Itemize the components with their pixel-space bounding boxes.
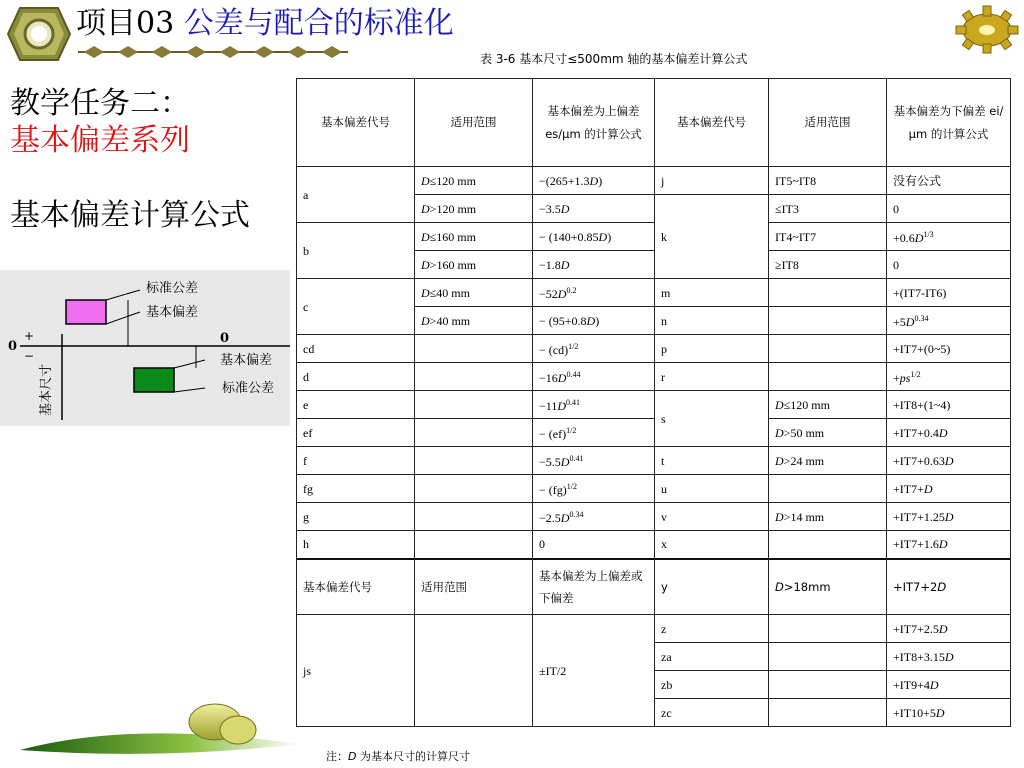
cell-range — [769, 615, 887, 643]
subheader-formula: 基本偏差为上偏差或下偏差 — [533, 559, 655, 615]
label-plus: + — [24, 329, 35, 343]
cell-formula: − (ef)$^{1/2}$ — [533, 419, 655, 447]
cell-range: IT4~IT7 — [769, 223, 887, 251]
cell-range — [769, 307, 887, 335]
cell-formula: $-16D^{0.44}$ — [533, 363, 655, 391]
header-range: 适用范围 — [415, 79, 533, 167]
cell-formula: 0 — [533, 531, 655, 559]
formula-table-wrap — [296, 78, 1010, 727]
cell-code: a — [297, 167, 415, 223]
cell-formula: +IT7+(0~5) — [887, 335, 1011, 363]
cell-range — [769, 279, 887, 307]
subheader-code: 基本偏差代号 — [297, 559, 415, 615]
formula-heading: 基本偏差计算公式 — [10, 198, 250, 233]
cell-range — [769, 363, 887, 391]
decorative-divider — [78, 44, 348, 60]
cell-code: za — [655, 643, 769, 671]
cell-formula: +IT8+3.15D — [887, 643, 1011, 671]
cell-range: ≤IT3 — [769, 195, 887, 223]
cell-formula: +IT8+(1~4) — [887, 391, 1011, 419]
cell-code: fg — [297, 475, 415, 503]
formula-table — [296, 78, 1011, 727]
cell-range: D>14 mm — [769, 503, 887, 531]
label-basic-size: 基本尺寸 — [39, 363, 54, 416]
project-label: 项目03 — [76, 6, 175, 41]
cell-code: c — [297, 279, 415, 335]
cell-range: IT5~IT8 — [769, 167, 887, 195]
header-range: 适用范围 — [769, 79, 887, 167]
cell-code: js — [297, 615, 415, 727]
cell-formula: +IT7+2.5D — [887, 615, 1011, 643]
cell-range: D>40 mm — [415, 307, 533, 335]
leaf-decoration — [10, 700, 300, 768]
task-label: 教学任务二： — [10, 86, 190, 121]
cell-formula: 0 — [887, 251, 1011, 279]
cell-formula: ±IT/2 — [533, 615, 655, 727]
cell-code: zb — [655, 671, 769, 699]
cell-formula: +IT7+D — [887, 475, 1011, 503]
cell-formula: $-52D^{0.2}$ — [533, 279, 655, 307]
table-row — [297, 419, 1011, 447]
cell-formula: +IT7+1.6D — [887, 531, 1011, 559]
cell-code: ef — [297, 419, 415, 447]
cell-range: D>160 mm — [415, 251, 533, 279]
cell-code: d — [297, 363, 415, 391]
table-row — [297, 531, 1011, 559]
cell-range: D>18mm — [769, 559, 887, 615]
table-row — [297, 447, 1011, 475]
cell-formula: $-5.5D^{0.41}$ — [533, 447, 655, 475]
label-fund-dev-top: 基本偏差 — [146, 305, 199, 320]
table-row — [297, 167, 1011, 195]
cell-code: t — [655, 447, 769, 475]
cell-range: D≤40 mm — [415, 279, 533, 307]
cell-formula: +IT7+0.4D — [887, 419, 1011, 447]
table-row — [297, 503, 1011, 531]
table-row — [297, 391, 1011, 419]
hex-nut-icon — [6, 4, 72, 64]
cell-range: D≤120 mm — [415, 167, 533, 195]
cell-range — [769, 671, 887, 699]
gear-icon — [954, 4, 1020, 54]
cell-range: D>24 mm — [769, 447, 887, 475]
label-std-tol-bottom: 标准公差 — [222, 381, 275, 396]
cell-range — [415, 363, 533, 391]
cell-code: h — [297, 531, 415, 559]
cell-formula: − (140+0.85D) — [533, 223, 655, 251]
cell-code: y — [655, 559, 769, 615]
cell-range — [415, 419, 533, 447]
subheader-range: 适用范围 — [415, 559, 533, 615]
topic-label: 公差与配合的标准化 — [183, 6, 454, 41]
cell-range — [415, 503, 533, 531]
cell-range — [415, 615, 533, 727]
slide-title — [76, 4, 454, 44]
cell-code: r — [655, 363, 769, 391]
task-name: 基本偏差系列 — [10, 123, 190, 158]
label-zero-left: 0 — [8, 339, 18, 354]
cell-formula: +IT7+0.63D — [887, 447, 1011, 475]
cell-formula: $+ps^{1/2}$ — [887, 363, 1011, 391]
header-lower-formula: 基本偏差为下偏差 ei/μm 的计算公式 — [887, 79, 1011, 167]
cell-range — [769, 643, 887, 671]
table-row — [297, 335, 1011, 363]
cell-range: D>50 mm — [769, 419, 887, 447]
cell-code: v — [655, 503, 769, 531]
table-caption: 表 3-6 基本尺寸≤500mm 轴的基本偏差计算公式 — [480, 52, 748, 66]
cell-formula: +IT9+4D — [887, 671, 1011, 699]
table-row — [297, 615, 1011, 643]
cell-formula: 0 — [887, 195, 1011, 223]
cell-code: m — [655, 279, 769, 307]
label-minus: − — [24, 349, 35, 363]
cell-formula: +(IT7-IT6) — [887, 279, 1011, 307]
cell-range — [769, 699, 887, 727]
cell-range: D≤120 mm — [769, 391, 887, 419]
cell-range — [415, 531, 533, 559]
cell-code: p — [655, 335, 769, 363]
cell-formula: −1.8D — [533, 251, 655, 279]
cell-code: k — [655, 195, 769, 279]
cell-code: u — [655, 475, 769, 503]
table-row — [297, 475, 1011, 503]
cell-code: s — [655, 391, 769, 447]
cell-formula: $+0.6D^{1/3}$ — [887, 223, 1011, 251]
table-row — [297, 363, 1011, 391]
cell-formula: − (fg)$^{1/2}$ — [533, 475, 655, 503]
cell-range — [769, 531, 887, 559]
cell-code: n — [655, 307, 769, 335]
cell-code: j — [655, 167, 769, 195]
label-std-tol-top: 标准公差 — [146, 281, 199, 296]
cell-range — [415, 391, 533, 419]
table-subheader-row — [297, 559, 1011, 615]
cell-formula: $+5D^{0.34}$ — [887, 307, 1011, 335]
cell-formula: $-2.5D^{0.34}$ — [533, 503, 655, 531]
cell-code: e — [297, 391, 415, 419]
tolerance-zone-diagram — [0, 270, 290, 426]
cell-formula: 没有公式 — [887, 167, 1011, 195]
label-zero-right: 0 — [220, 331, 230, 346]
cell-formula: $-11D^{0.41}$ — [533, 391, 655, 419]
cell-code: zc — [655, 699, 769, 727]
cell-code: x — [655, 531, 769, 559]
cell-range — [769, 335, 887, 363]
cell-formula: −(265+1.3D) — [533, 167, 655, 195]
header-upper-formula: 基本偏差为上偏差 es/μm 的计算公式 — [533, 79, 655, 167]
label-fund-dev-bottom: 基本偏差 — [220, 353, 273, 368]
cell-code: z — [655, 615, 769, 643]
cell-range — [415, 335, 533, 363]
cell-range: D≤160 mm — [415, 223, 533, 251]
cell-code: b — [297, 223, 415, 279]
cell-code: f — [297, 447, 415, 475]
cell-formula: −3.5D — [533, 195, 655, 223]
cell-range — [415, 447, 533, 475]
cell-code: g — [297, 503, 415, 531]
cell-formula: +IT10+5D — [887, 699, 1011, 727]
cell-range: D>120 mm — [415, 195, 533, 223]
cell-code: cd — [297, 335, 415, 363]
cell-formula: − (95+0.8D) — [533, 307, 655, 335]
header-code: 基本偏差代号 — [655, 79, 769, 167]
table-row — [297, 279, 1011, 307]
table-note: 注：D 为基本尺寸的计算尺寸 — [326, 750, 470, 763]
table-header-row — [297, 79, 1011, 167]
cell-formula: +IT7+2D — [887, 559, 1011, 615]
header-code: 基本偏差代号 — [297, 79, 415, 167]
cell-formula: − (cd)$^{1/2}$ — [533, 335, 655, 363]
cell-formula: +IT7+1.25D — [887, 503, 1011, 531]
cell-range — [769, 475, 887, 503]
cell-range: ≥IT8 — [769, 251, 887, 279]
table-row — [297, 223, 1011, 251]
cell-range — [415, 475, 533, 503]
